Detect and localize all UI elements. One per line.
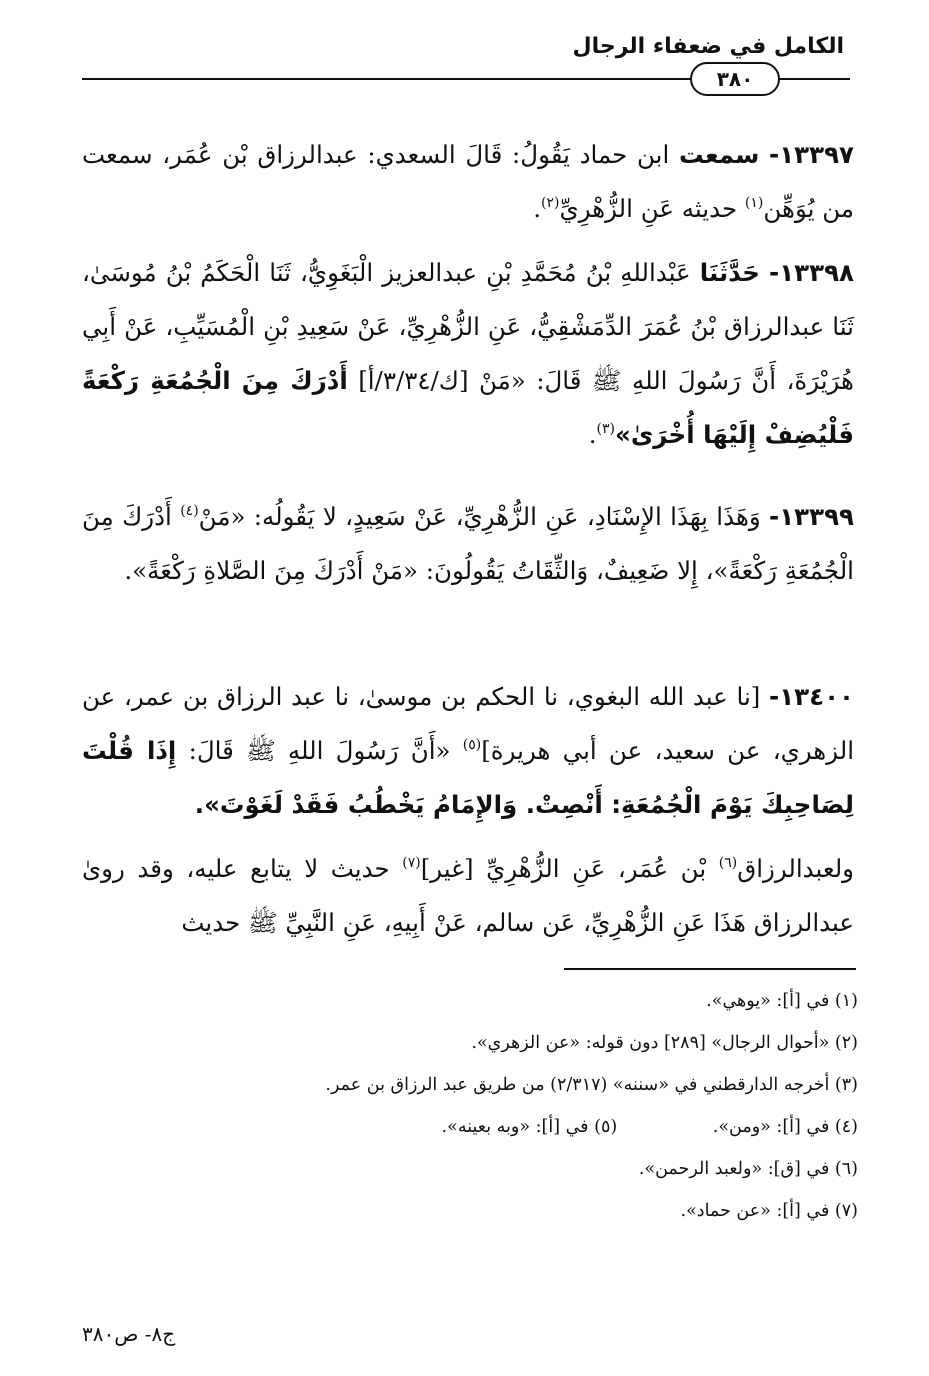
footnote-separator [564,968,856,970]
running-header-title: الكامل في ضعفاء الرجال [572,34,844,59]
footnote-marker[interactable]: (٦) [718,855,738,871]
lead-word: سمعت [679,140,760,169]
footnote-4: (٤) في [أ]: «ومن». [712,1117,858,1137]
footnote-5: (٥) في [أ]: «وبه بعينه». [441,1117,618,1137]
lead-word: حَدَّثَنَا [699,258,760,287]
folio-signature: ج٨- ص٣٨٠ [82,1322,176,1346]
footnote-marker[interactable]: (٣) [596,421,616,437]
paragraph-text: أَدْرَكَ مِنَ الْجُمُعَةِ رَكْعَةً»، إِلا ضَعِيفٌ، وَالثِّقَاتُ يَقُولُونَ: «مَنْ أَدْرَكَ مِنَ الصَّلاةِ رَكْعَةً». [82,502,854,585]
hadith-matn: أَدْرَكَ مِنَ الْجُمُعَةِ رَكْعَةً فَلْيُضِفْ إِلَيْهَا أُخْرَىٰ» [82,366,854,449]
hadith-paragraph-13399 [82,490,854,598]
paragraph-text: بْن عُمَر، عَنِ الزُّهْرِيِّ [غير] [420,854,707,883]
manuscript-reference: [ك/٣/٣٤/أ] [358,366,469,395]
paragraph-text: عَبْداللهِ بْنُ مُحَمَّدِ بْنِ عبدالعزيز الْبَغَوِيُّ، ثَنَا الْحَكَمُ بْنُ مُوسَىٰ، ثَنَا عبدالرزاق بْنُ عُمَرَ الدِّمَشْقِيُّ، عَنِ الزُّهْرِيِّ، عَنْ سَعِيدِ بْنِ الْمُسَيِّبِ، عَنْ أَبِي هُرَيْرَةَ، أَنَّ رَسُولَ اللهِ ﷺ قَالَ: «مَنْ [82,258,854,395]
footnote-marker[interactable]: (٢) [541,195,560,211]
footnote-marker[interactable]: (٧) [402,855,421,871]
hadith-matn: إِذَا قُلْتَ لِصَاحِبِكَ يَوْمَ الْجُمُعَةِ: أَنْصِتْ. وَالإِمَامُ يَخْطُبُ فَقَدْ لَغَوْتَ». [82,736,854,819]
footnote-marker[interactable]: (٤) [180,503,199,519]
paragraph-text: [نا عبد الله البغوي، نا الحكم بن موسىٰ، نا عبد الرزاق بن عمر، عن الزهري، عن سعيد، عن أبي هريرة] [82,682,855,765]
paragraph-text: وَهَذَا بِهَذَا الإِسْنَادِ، عَنِ الزُّهْرِيِّ، عَنْ سَعِيدٍ، لا يَقُولُه: «مَنْ [198,502,761,531]
commentary-paragraph [82,842,854,950]
hadith-paragraph-13398 [82,246,854,462]
paragraph-text: ابن حماد يَقُولُ: قَالَ السعدي: عبدالرزاق بْن عُمَر، سمعت من يُوَهِّن [82,140,854,223]
footnote-7: (٧) في [أ]: «عن حماد». [680,1201,858,1221]
paragraph-text: «أَنَّ رَسُولَ اللهِ ﷺ قَالَ: [188,736,451,765]
hadith-number: ١٣٣٩٩- [769,502,854,531]
hadith-number: ١٣٤٠٠- [769,682,854,711]
footnote-marker[interactable]: (١) [744,195,764,211]
hadith-paragraph-13397 [82,128,854,236]
paragraph-text: حديث لا يتابع عليه، وقد روىٰ عبدالرزاق هَذَا عَنِ الزُّهْرِيِّ، عَن سالم، عَنْ أَبِيهِ، عَنِ النَّبِيِّ ﷺ حديث [82,854,854,937]
paragraph-text: حديثه عَنِ الزُّهْرِيِّ [559,194,738,223]
hadith-number: ١٣٣٩٨- [769,258,854,287]
paragraph-text: . [588,420,597,449]
footnotes [82,980,858,1232]
footnote-3: (٣) أخرجه الدارقطني في «سننه» (٢/٣١٧) من طريق عبد الرزاق بن عمر. [325,1075,858,1095]
page-number-badge: ٣٨٠ [690,62,780,96]
footnote-1: (١) في [أ]: «يوهي». [706,991,858,1011]
paragraph-text: . [533,194,542,223]
footnote-2: (٢) «أحوال الرجال» [٢٨٩] دون قوله: «عن الزهري». [471,1033,858,1053]
paragraph-text: ولعبدالرزاق [737,854,855,883]
hadith-paragraph-13400 [82,670,854,832]
hadith-number: ١٣٣٩٧- [769,140,854,169]
footnote-6: (٦) في [ق]: «ولعبد الرحمن». [638,1159,858,1179]
footnote-marker[interactable]: (٥) [462,737,482,753]
footnote-row-4-5 [82,1106,858,1148]
